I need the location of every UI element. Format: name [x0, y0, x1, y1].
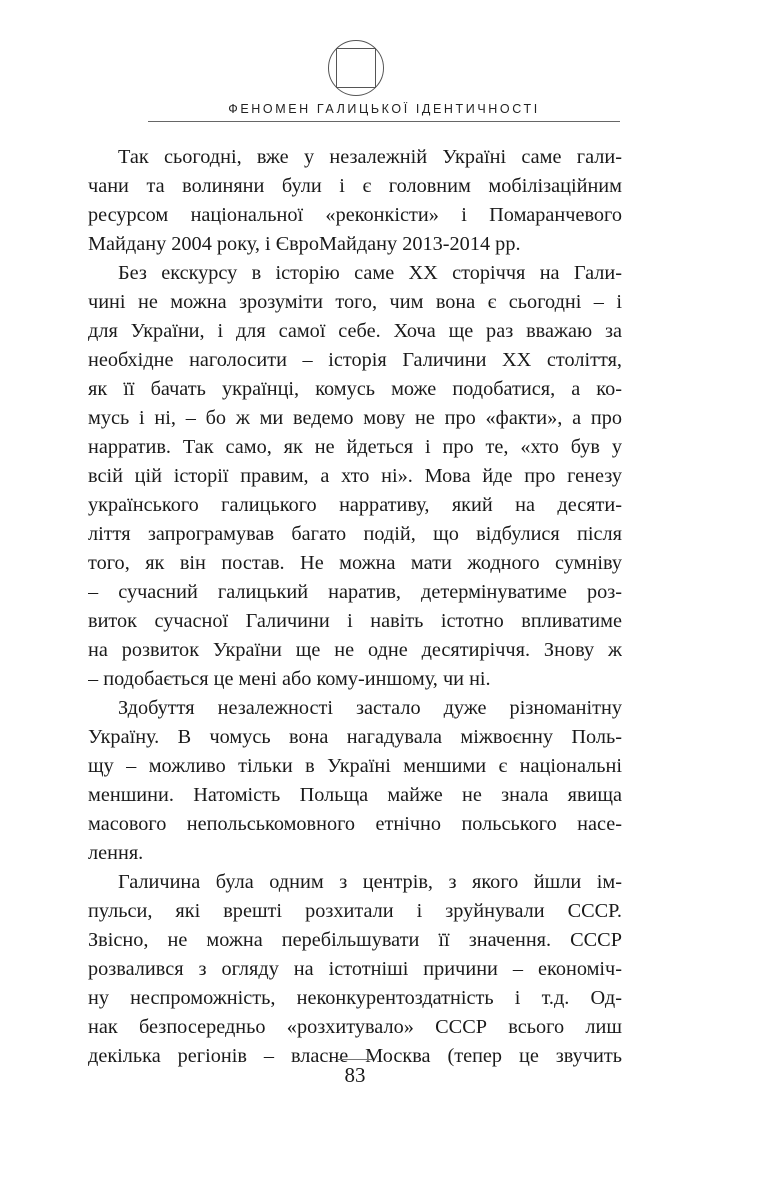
text-line: необхідне наголосити – історія Галичини ХХ століття,	[88, 349, 622, 371]
text-line: нарратив. Так само, як не йдеться і про те, «хто був у	[88, 436, 622, 458]
text-line: Звісно, не можна перебільшувати її значення. СССР	[88, 929, 622, 951]
text-line: чани та волиняни були і є головним мобілізаційним	[88, 175, 622, 197]
text-line: Україну. В чомусь вона нагадувала міжвоєнну Поль-	[88, 726, 622, 748]
text-line: меншини. Натомість Польща майже не знала явища	[88, 784, 622, 806]
text-line: для України, і для самої себе. Хоча ще раз вважаю за	[88, 320, 622, 342]
page-number: 83	[344, 1063, 366, 1087]
header-rule	[148, 121, 620, 122]
running-head-title: ФЕНОМЕН ГАЛИЦЬКОЇ ІДЕНТИЧНОСТІ	[228, 102, 540, 116]
text-line: нак безпосередньо «розхитувало» СССР всього лиш	[88, 1016, 622, 1038]
text-line: на розвиток України ще не одне десятиріччя. Знову ж	[88, 639, 622, 661]
page-number-rule	[337, 1059, 373, 1060]
text-line: пульси, які врешті розхитали і зруйнували СССР.	[88, 900, 622, 922]
text-line: всій цій історії правим, а хто ні». Мова йде про генезу	[88, 465, 622, 487]
circle-square-emblem-icon	[326, 38, 386, 98]
text-line: – подобається це мені або кому-иншому, чи ні.	[88, 668, 491, 690]
text-line: масового непольськомовного етнічно польського насе-	[88, 813, 622, 835]
paragraph-3	[88, 694, 622, 868]
text-line: декілька регіонів – власне Москва (тепер це звучить	[88, 1045, 622, 1067]
text-line: ну неспроможність, неконкурентоздатність і т.д. Од-	[88, 987, 622, 1009]
paragraph-4	[88, 868, 622, 1071]
text-line: Здобуття незалежності застало дуже різноманітну	[118, 697, 622, 719]
text-line: лення.	[88, 842, 144, 864]
text-line: Так сьогодні, вже у незалежній Україні саме гали-	[118, 146, 622, 168]
paragraph-1	[88, 143, 622, 259]
text-line: мусь і ні, – бо ж ми ведемо мову не про «факти», а про	[88, 407, 622, 429]
text-line: виток сучасної Галичини і навіть істотно впливатиме	[88, 610, 622, 632]
body-text	[88, 143, 622, 1071]
text-line: розвалився з огляду на істотніші причини – економіч-	[88, 958, 622, 980]
text-line: щу – можливо тільки в Україні меншими є національні	[88, 755, 622, 777]
text-line: як її бачать українці, комусь може подобатися, а ко-	[88, 378, 622, 400]
text-line: – сучасний галицький наратив, детермінуватиме роз-	[88, 581, 622, 603]
text-line: Галичина була одним з центрів, з якого йшли ім-	[118, 871, 622, 893]
text-line: Майдану 2004 року, і ЄвроМайдану 2013-2014 рр.	[88, 233, 521, 255]
text-line: українського галицького нарративу, який на десяти-	[88, 494, 622, 516]
text-line: ліття запрограмував багато подій, що відбулися після	[88, 523, 622, 545]
text-line: Без екскурсу в історію саме ХХ сторіччя на Гали-	[118, 262, 622, 284]
paragraph-2	[88, 259, 622, 694]
text-line: того, як він постав. Не можна мати жодного сумніву	[88, 552, 622, 574]
text-line: ресурсом національної «реконкісти» і Помаранчевого	[88, 204, 622, 226]
text-line: чині не можна зрозуміти того, чим вона є сьогодні – і	[88, 291, 622, 313]
